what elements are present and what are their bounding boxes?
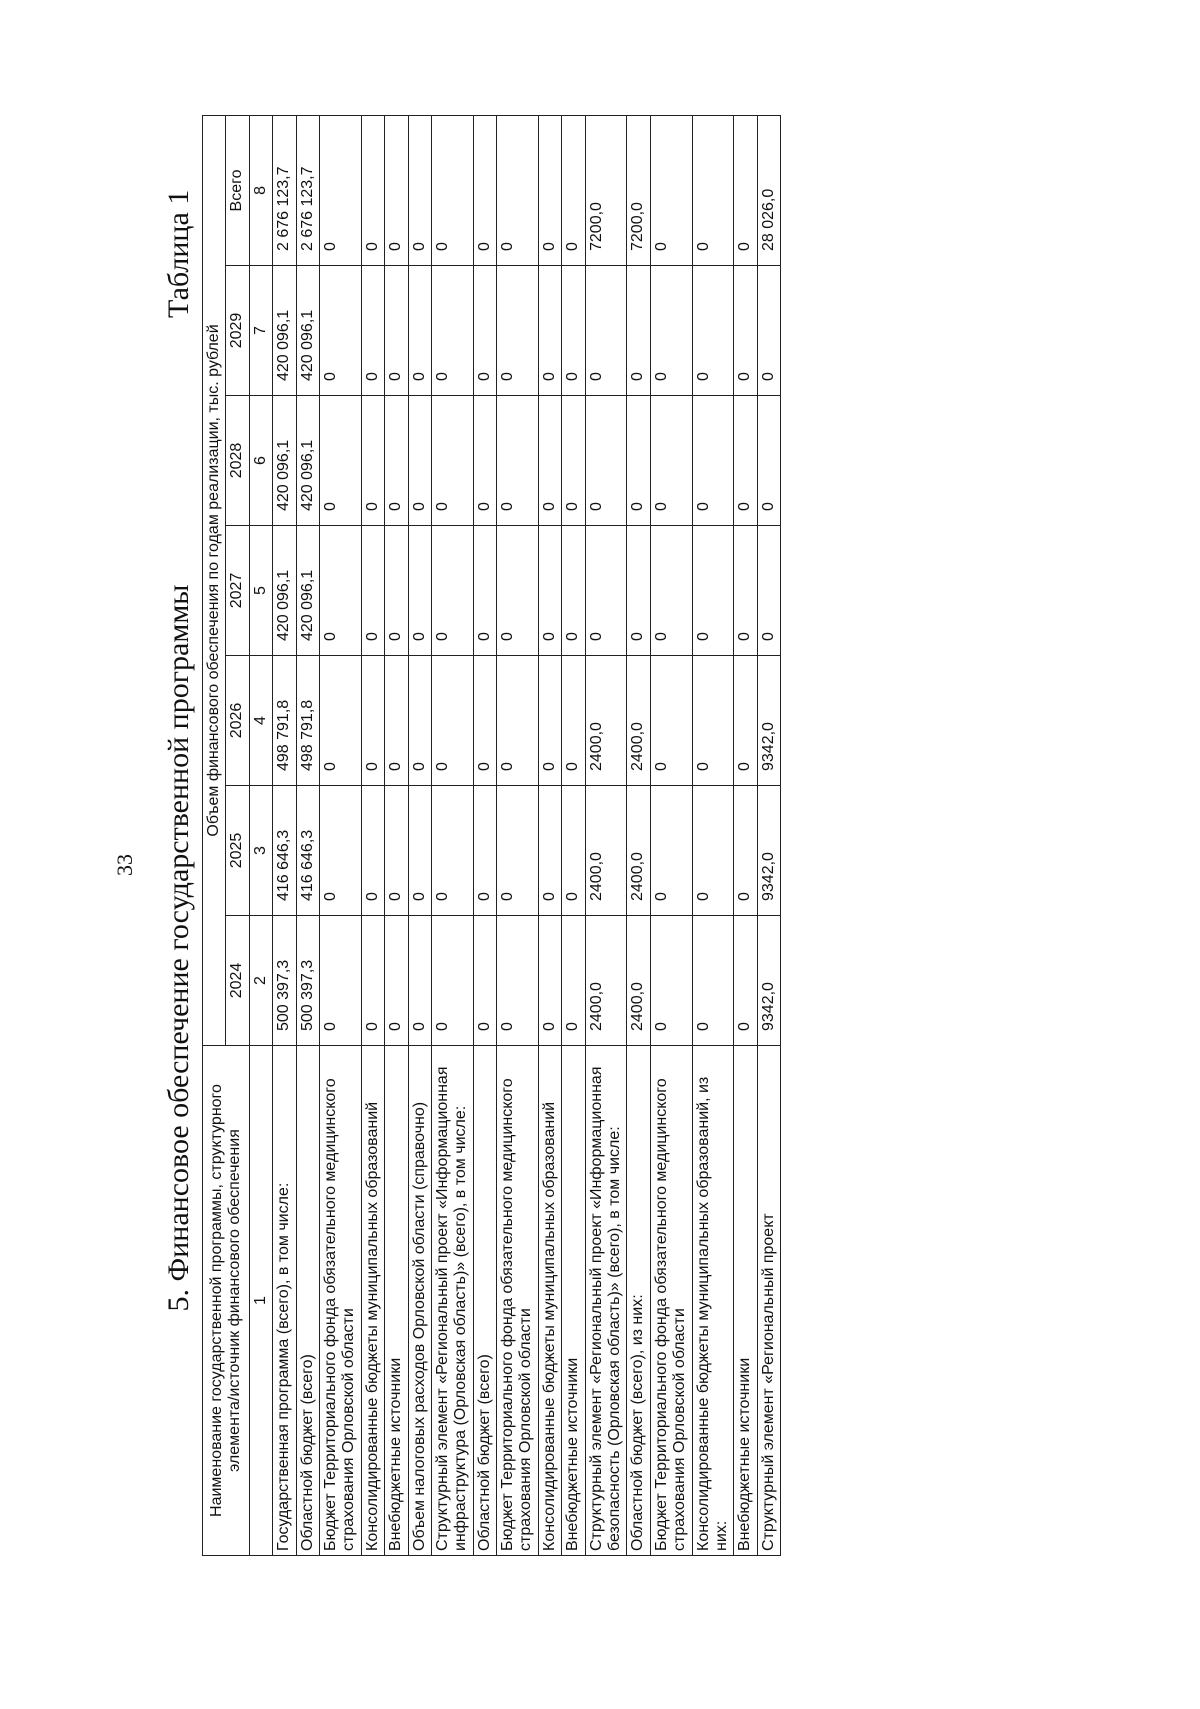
year-value-cell: 0 — [408, 396, 431, 526]
year-value-cell: 0 — [408, 916, 431, 1046]
row-total-cell: 0 — [734, 115, 757, 265]
year-value-cell: 0 — [692, 266, 734, 396]
year-value-cell: 0 — [497, 526, 539, 656]
year-value-cell: 0 — [361, 656, 384, 786]
year-value-cell: 0 — [408, 266, 431, 396]
table-row — [757, 115, 780, 1555]
name-column-header: Наименование государственной программы, структурного элемента/источник финансового обеспечения — [203, 1046, 250, 1556]
column-number-row — [249, 115, 272, 1555]
table-row — [361, 115, 384, 1555]
column-number: 1 — [249, 1046, 272, 1556]
table-row — [627, 115, 650, 1555]
year-value-cell: 0 — [385, 656, 408, 786]
table-row — [319, 115, 361, 1555]
column-number: 5 — [249, 526, 272, 656]
year-value-cell: 0 — [585, 266, 627, 396]
year-value-cell: 0 — [650, 656, 692, 786]
year-value-cell: 0 — [497, 656, 539, 786]
year-value-cell: 2400,0 — [585, 656, 627, 786]
year-value-cell: 0 — [562, 526, 585, 656]
year-value-cell: 0 — [627, 526, 650, 656]
column-number: 6 — [249, 396, 272, 526]
year-value-cell: 0 — [473, 396, 496, 526]
row-label: Структурный элемент «Региональный проект «Информационная инфраструктура (Орловская область)» (всего), в том числе: — [431, 1046, 473, 1556]
year-value-cell: 0 — [319, 526, 361, 656]
year-value-cell: 0 — [431, 786, 473, 916]
year-value-cell: 498 791,8 — [273, 656, 296, 786]
row-label: Бюджет Территориального фонда обязательного медицинского страхования Орловской области — [650, 1046, 692, 1556]
column-number: 3 — [249, 786, 272, 916]
funding-group-header: Объем финансового обеспечения по годам реализации, тыс. рублей — [203, 115, 226, 1045]
year-value-cell: 0 — [408, 786, 431, 916]
year-value-cell: 0 — [562, 396, 585, 526]
year-value-cell: 0 — [361, 526, 384, 656]
year-value-cell: 0 — [385, 526, 408, 656]
year-value-cell: 2400,0 — [627, 786, 650, 916]
year-value-cell: 0 — [319, 916, 361, 1046]
year-value-cell: 0 — [385, 396, 408, 526]
year-value-cell: 0 — [627, 396, 650, 526]
year-value-cell: 0 — [408, 656, 431, 786]
row-label: Внебюджетные источники — [734, 1046, 757, 1556]
financing-table-wrapper — [202, 116, 781, 1556]
total-column-header: Всего — [226, 115, 249, 265]
row-total-cell: 0 — [692, 115, 734, 265]
year-value-cell: 0 — [431, 916, 473, 1046]
year-value-cell: 0 — [757, 396, 780, 526]
year-value-cell: 0 — [692, 786, 734, 916]
table-body — [273, 115, 781, 1555]
year-value-cell: 500 397,3 — [296, 916, 319, 1046]
row-label: Областной бюджет (всего) — [296, 1046, 319, 1556]
year-value-cell: 0 — [361, 786, 384, 916]
year-value-cell: 420 096,1 — [296, 396, 319, 526]
year-value-cell: 0 — [497, 786, 539, 916]
row-label: Консолидированные бюджеты муниципальных образований — [361, 1046, 384, 1556]
row-total-cell: 0 — [562, 115, 585, 265]
row-label: Структурный элемент «Региональный проект — [757, 1046, 780, 1556]
year-value-cell: 500 397,3 — [273, 916, 296, 1046]
year-value-cell: 0 — [734, 786, 757, 916]
column-number: 8 — [249, 115, 272, 265]
year-value-cell: 0 — [361, 916, 384, 1046]
year-value-cell: 9342,0 — [757, 916, 780, 1046]
year-value-cell: 0 — [562, 916, 585, 1046]
year-value-cell: 0 — [385, 916, 408, 1046]
year-value-cell: 0 — [585, 396, 627, 526]
year-value-cell: 0 — [497, 916, 539, 1046]
year-value-cell: 0 — [650, 266, 692, 396]
row-label: Государственная программа (всего), в том числе: — [273, 1046, 296, 1556]
row-label: Внебюджетные источники — [385, 1046, 408, 1556]
year-value-cell: 420 096,1 — [273, 526, 296, 656]
year-value-cell: 0 — [562, 786, 585, 916]
year-value-cell: 420 096,1 — [296, 266, 319, 396]
year-value-cell: 0 — [431, 526, 473, 656]
row-label: Внебюджетные источники — [562, 1046, 585, 1556]
year-value-cell: 0 — [650, 916, 692, 1046]
year-value-cell: 0 — [538, 786, 561, 916]
year-value-cell: 9342,0 — [757, 656, 780, 786]
year-value-cell: 0 — [538, 266, 561, 396]
year-value-cell: 0 — [650, 396, 692, 526]
year-value-cell: 0 — [538, 526, 561, 656]
year-header: 2025 — [226, 786, 249, 916]
financing-table — [202, 115, 781, 1556]
table-row — [408, 115, 431, 1555]
row-total-cell: 28 026,0 — [757, 115, 780, 265]
year-value-cell: 0 — [319, 656, 361, 786]
row-label: Областной бюджет (всего), из них: — [627, 1046, 650, 1556]
year-value-cell: 0 — [562, 266, 585, 396]
table-row — [538, 115, 561, 1555]
year-header: 2028 — [226, 396, 249, 526]
year-value-cell: 416 646,3 — [296, 786, 319, 916]
year-value-cell: 0 — [319, 786, 361, 916]
year-value-cell: 0 — [361, 396, 384, 526]
year-value-cell: 0 — [692, 656, 734, 786]
row-total-cell: 7200,0 — [585, 115, 627, 265]
row-total-cell: 2 676 123,7 — [273, 115, 296, 265]
year-value-cell: 2400,0 — [585, 786, 627, 916]
year-value-cell: 0 — [319, 266, 361, 396]
year-value-cell: 0 — [431, 656, 473, 786]
year-value-cell: 416 646,3 — [273, 786, 296, 916]
year-value-cell: 0 — [538, 396, 561, 526]
table-row — [585, 115, 627, 1555]
column-number: 2 — [249, 916, 272, 1046]
year-value-cell: 0 — [585, 526, 627, 656]
year-value-cell: 0 — [473, 656, 496, 786]
row-label: Консолидированные бюджеты муниципальных образований, из них: — [692, 1046, 734, 1556]
year-value-cell: 0 — [692, 526, 734, 656]
document-title: 5. Финансовое обеспечение государственной программы — [162, 584, 195, 1312]
row-total-cell: 0 — [408, 115, 431, 265]
row-total-cell: 0 — [497, 115, 539, 265]
row-label: Консолидированные бюджеты муниципальных образований — [538, 1046, 561, 1556]
year-value-cell: 0 — [538, 916, 561, 1046]
year-value-cell: 0 — [650, 526, 692, 656]
table-row — [692, 115, 734, 1555]
year-value-cell: 0 — [650, 786, 692, 916]
row-label: Объем налоговых расходов Орловской области (справочно) — [408, 1046, 431, 1556]
row-total-cell: 0 — [431, 115, 473, 265]
year-value-cell: 2400,0 — [627, 656, 650, 786]
table-row — [473, 115, 496, 1555]
table-row — [273, 115, 296, 1555]
table-row — [497, 115, 539, 1555]
year-value-cell: 0 — [385, 266, 408, 396]
table-row — [562, 115, 585, 1555]
year-value-cell: 420 096,1 — [273, 396, 296, 526]
year-value-cell: 420 096,1 — [273, 266, 296, 396]
row-label: Бюджет Территориального фонда обязательного медицинского страхования Орловской области — [319, 1046, 361, 1556]
year-value-cell: 0 — [734, 916, 757, 1046]
year-value-cell: 420 096,1 — [296, 526, 319, 656]
year-value-cell: 0 — [497, 396, 539, 526]
column-number: 7 — [249, 266, 272, 396]
year-value-cell: 0 — [385, 786, 408, 916]
table-row — [385, 115, 408, 1555]
row-total-cell: 0 — [473, 115, 496, 265]
year-value-cell: 0 — [431, 266, 473, 396]
header-row-group — [203, 115, 226, 1555]
column-number: 4 — [249, 656, 272, 786]
year-value-cell: 0 — [692, 916, 734, 1046]
year-value-cell: 0 — [757, 266, 780, 396]
row-total-cell: 0 — [538, 115, 561, 265]
row-total-cell: 0 — [361, 115, 384, 265]
row-total-cell: 7200,0 — [627, 115, 650, 265]
row-label: Бюджет Территориального фонда обязательного медицинского страхования Орловской области — [497, 1046, 539, 1556]
year-value-cell: 0 — [734, 396, 757, 526]
year-header: 2024 — [226, 916, 249, 1046]
year-value-cell: 0 — [473, 916, 496, 1046]
year-value-cell: 498 791,8 — [296, 656, 319, 786]
year-value-cell: 0 — [757, 526, 780, 656]
row-total-cell: 2 676 123,7 — [296, 115, 319, 265]
year-header: 2029 — [226, 266, 249, 396]
year-value-cell: 0 — [734, 266, 757, 396]
year-value-cell: 0 — [497, 266, 539, 396]
row-total-cell: 0 — [319, 115, 361, 265]
row-label: Структурный элемент «Региональный проект «Информационная безопасность (Орловская область)» (всего), в том числе: — [585, 1046, 627, 1556]
year-value-cell: 0 — [734, 656, 757, 786]
row-total-cell: 0 — [385, 115, 408, 265]
year-value-cell: 0 — [473, 526, 496, 656]
year-value-cell: 0 — [692, 396, 734, 526]
table-row — [431, 115, 473, 1555]
rotated-page-content — [90, 78, 1090, 1638]
year-value-cell: 0 — [734, 526, 757, 656]
year-value-cell: 0 — [473, 266, 496, 396]
table-caption: Таблица 1 — [162, 189, 195, 318]
table-row — [650, 115, 692, 1555]
year-value-cell: 0 — [361, 266, 384, 396]
year-value-cell: 2400,0 — [585, 916, 627, 1046]
year-value-cell: 0 — [319, 396, 361, 526]
year-value-cell: 0 — [431, 396, 473, 526]
year-value-cell: 0 — [408, 526, 431, 656]
table-row — [734, 115, 757, 1555]
table-row — [296, 115, 319, 1555]
year-value-cell: 0 — [538, 656, 561, 786]
year-header: 2027 — [226, 526, 249, 656]
row-label: Областной бюджет (всего) — [473, 1046, 496, 1556]
page-number: 33 — [112, 854, 137, 876]
year-value-cell: 2400,0 — [627, 916, 650, 1046]
year-value-cell: 0 — [562, 656, 585, 786]
row-total-cell: 0 — [650, 115, 692, 265]
year-value-cell: 0 — [473, 786, 496, 916]
year-value-cell: 9342,0 — [757, 786, 780, 916]
year-header: 2026 — [226, 656, 249, 786]
year-value-cell: 0 — [627, 266, 650, 396]
